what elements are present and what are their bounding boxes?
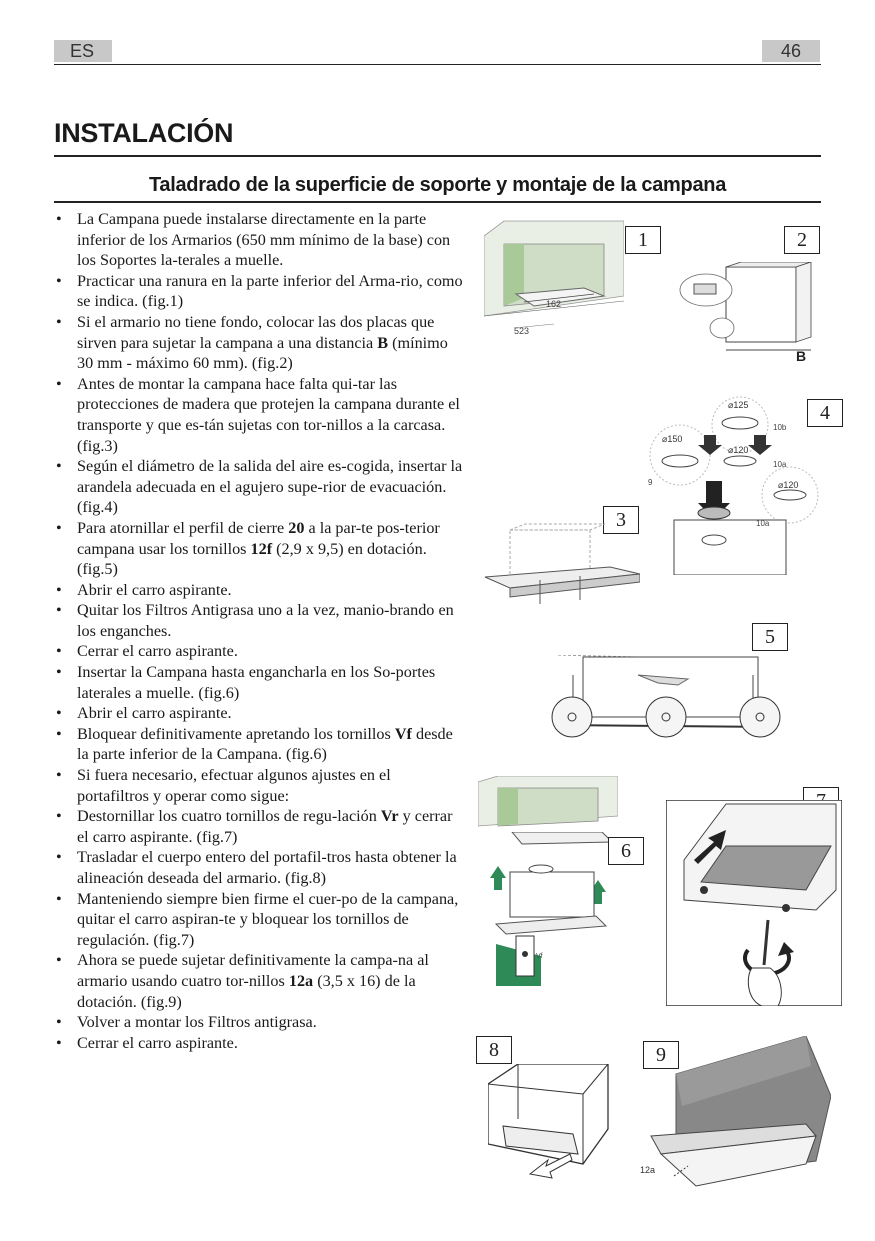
instruction-text: (3,5 x 16) de la dotación. (fig.9) (77, 971, 416, 1011)
figure-7-regulation-screws (666, 800, 842, 1006)
fig4-label-10b: 10b (773, 423, 787, 432)
instruction-item (54, 889, 464, 951)
instruction-text: Manteniendo siempre bien firme el cuer-po de la campana, quitar el carro aspiran-te y bloquear los tornillos de regulación. (fig.7) (77, 889, 459, 949)
instruction-bold-term: 12f (250, 539, 273, 558)
instruction-list (54, 209, 464, 1053)
header-rule (54, 64, 821, 65)
instruction-bold-term: B (377, 333, 389, 352)
page-title: INSTALACIÓN (54, 118, 234, 148)
figure-3-number: 3 (603, 506, 639, 534)
fig4-diameter-125: ⌀125 (728, 400, 749, 410)
instruction-text: Antes de montar la campana hace falta qui-tar las protecciones de madera que protejen la campana durante el transporte y que es-tán sujetas con tor-nillos a la carcasa. (fig.3) (77, 374, 460, 455)
figure-6-number: 6 (608, 837, 644, 865)
instruction-item (54, 847, 464, 888)
figure-5-number: 5 (752, 623, 788, 651)
instruction-item (54, 271, 464, 312)
instruction-item (54, 662, 464, 703)
instruction-text: a la par-te pos-terior campana usar los tornillos (77, 518, 440, 558)
page-number: 46 (762, 40, 820, 62)
instruction-text: Ahora se puede sujetar definitivamente la campa-na al armario usando cuatro tor-nillos (77, 951, 429, 990)
figure-6-cabinet (478, 776, 618, 836)
instruction-text: Según el diámetro de la salida del aire es-cogida, insertar la arandela adecuada en el agujero supe-rior de evacuación. (fig.4) (77, 457, 463, 517)
instruction-text: Practicar una ranura en la parte inferior del Arma-rio, como se indica. (fig.1) (77, 271, 463, 311)
instruction-text: Insertar la Campana hasta engancharla en los So-portes laterales a muelle. (fig.6) (77, 663, 436, 702)
figure-9-number: 9 (643, 1041, 679, 1069)
instruction-bold-term: Vf (394, 724, 412, 743)
instruction-text: Volver a montar los Filtros antigrasa. (77, 1013, 317, 1032)
instruction-text: Para atornillar el perfil de cierre (77, 518, 289, 537)
figure-1-cabinet-slot (484, 216, 624, 356)
section-subtitle: Taladrado de la superficie de soporte y montaje de la campana (148, 174, 727, 196)
title-rule (54, 155, 821, 157)
instruction-text: (2,9 x 9,5) en dotación. (fig.5) (77, 539, 427, 579)
figure-2-number: 2 (784, 226, 820, 254)
figure-4-air-outlet-rings (640, 395, 820, 575)
instruction-item (54, 724, 464, 765)
figure-3-wood-protections (480, 522, 640, 612)
figure-6-hood-insertion (486, 856, 611, 986)
instruction-item (54, 765, 464, 806)
instruction-text: Abrir el carro aspirante. (77, 580, 232, 599)
instruction-text: Si el armario no tiene fondo, colocar las dos placas que sirven para sujetar la campana a una distancia (77, 312, 435, 352)
instruction-item (54, 641, 464, 662)
instruction-item (54, 806, 464, 847)
fig6-label-vf: Vf (536, 953, 543, 960)
figure-9-fixing-screws (636, 1036, 831, 1196)
instruction-bold-term: Vr (380, 807, 399, 826)
figure-4-number: 4 (807, 399, 843, 427)
instruction-text: Si fuera necesario, efectuar algunos ajustes en el portafiltros y operar como sigue: (77, 766, 391, 805)
figure-5-closing-profile (488, 655, 783, 750)
figure-8-number: 8 (476, 1036, 512, 1064)
instruction-bold-term: 20 (288, 518, 305, 537)
instruction-text: Bloquear definitivamente apretando los tornillos (77, 724, 395, 743)
language-tag: ES (54, 40, 112, 62)
instruction-text: (mínimo 30 mm - máximo 60 mm). (fig.2) (77, 333, 448, 373)
instruction-item (54, 1012, 464, 1033)
figure-2-mounting-plates (676, 262, 821, 370)
fig4-label-10a-second: 10a (756, 519, 770, 528)
instruction-text: desde la parte inferior de la Campana. (fig.6) (77, 724, 453, 764)
instruction-text: Quitar los Filtros Antigrasa uno a la vez, manio-brando en los enganches. (77, 601, 454, 640)
instruction-text: Abrir el carro aspirante. (77, 704, 232, 723)
instruction-item (54, 374, 464, 456)
instruction-item (54, 312, 464, 374)
figure-1-number: 1 (625, 226, 661, 254)
instruction-item (54, 518, 464, 580)
instruction-text: Cerrar el carro aspirante. (77, 642, 238, 661)
fig1-dimension-162: 162 (546, 299, 562, 309)
instruction-text: y cerrar el carro aspirante. (fig.7) (77, 807, 453, 846)
fig4-diameter-150: ⌀150 (662, 434, 683, 444)
instruction-bold-term: 12a (288, 971, 314, 990)
subtitle-rule (54, 201, 821, 203)
instruction-item (54, 580, 464, 601)
fig9-label-12a: 12a (640, 1165, 656, 1175)
instruction-item (54, 950, 464, 1012)
instruction-text: Destornillar los cuatro tornillos de regu-lación (77, 807, 381, 826)
fig4-diameter-120-b: ⌀120 (778, 480, 799, 490)
figure-8-filter-holder (488, 1064, 613, 1179)
instruction-item (54, 600, 464, 641)
instruction-text: Cerrar el carro aspirante. (77, 1033, 238, 1052)
fig1-dimension-523: 523 (514, 326, 530, 336)
instruction-item (54, 703, 464, 724)
instruction-item (54, 209, 464, 271)
instruction-text: La Campana puede instalarse directamente en la parte inferior de los Armarios (650 mm mínimo de la base) con los Soportes la-terales a muelle. (77, 210, 451, 270)
instruction-item (54, 456, 464, 518)
fig4-label-9: 9 (648, 478, 653, 487)
instruction-text: Trasladar el cuerpo entero del portafil-tros hasta obtener la alineación deseada del armario. (fig.8) (77, 848, 457, 887)
fig4-diameter-120-a: ⌀120 (728, 445, 749, 455)
fig2-label-b: B (796, 348, 807, 364)
instruction-item (54, 1033, 464, 1054)
fig4-label-10a: 10a (773, 460, 787, 469)
